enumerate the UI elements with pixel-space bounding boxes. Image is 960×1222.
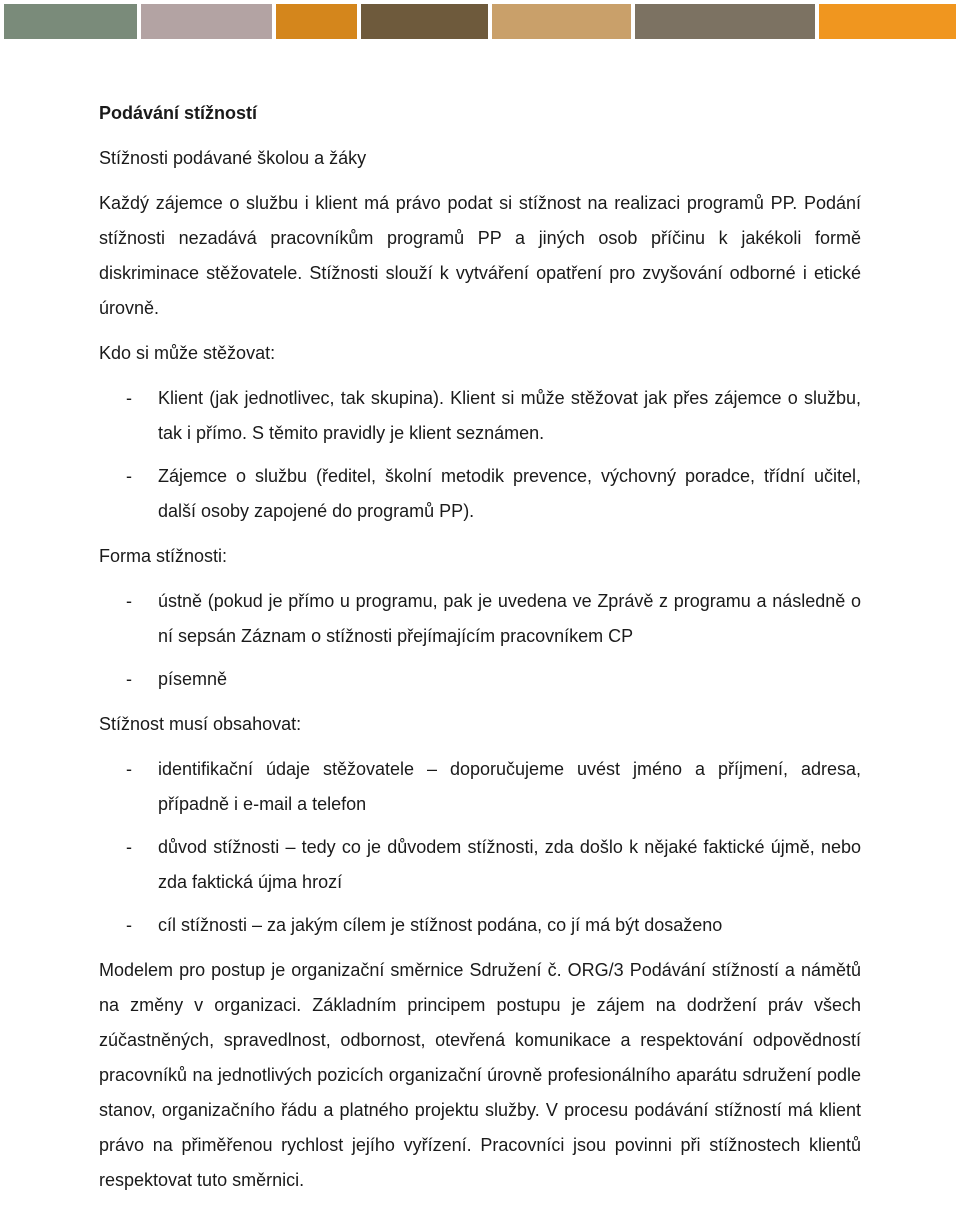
page-title: Podávání stížností — [99, 103, 258, 123]
list-item: - písemně — [126, 669, 228, 689]
list-item: - ústně (pokud je přímo u programu, pak je uvedena ve Zprávě z programu a následně o ní sepsán Záznam o stížnosti přejímajícím pracovníkem CP — [126, 591, 861, 646]
list-item: - cíl stížnosti – za jakým cílem je stížnost podána, co jí má být dosaženo — [126, 915, 723, 935]
subtitle: Stížnosti podávané školou a žáky — [99, 148, 367, 168]
closing-paragraph: Modelem pro postup je organizační směrnice Sdružení č. ORG/3 Podávání stížností a námětů na změny v organizaci. Základním principem postupu je zájem na dodržení práv všech zúčastněných, spravedlnost, odbornost, otevřená komunikace a respektování odpovědností pracovníků na jednotlivých pozicích organizační úrovně profesionálního aparátu sdružení podle stanov, organizačního řádu a platného projektu služby. V procesu podávání stížností má klient právo na přiměřenou rychlost jejího vyřízení. Pracovníci jsou povinni při stížnostech klientů respektovat tuto směrnici. — [99, 960, 861, 1190]
content-heading: Stížnost musí obsahovat: — [99, 714, 302, 734]
who-heading: Kdo si může stěžovat: — [99, 343, 276, 363]
color-segment — [492, 4, 631, 39]
intro-paragraph: Každý zájemce o službu i klient má právo podat si stížnost na realizaci programů PP. Podání stížnosti nezadává pracovníkům programů PP a jiných osob příčinu k jakékoli formě diskriminace stěžovatele. Stížnosti slouží k vytváření opatření pro zvyšování odborné i etické úrovně. — [99, 193, 861, 318]
color-segment — [635, 4, 815, 39]
who-list — [99, 381, 861, 529]
header-color-bar — [4, 4, 956, 39]
color-segment — [141, 4, 272, 39]
list-item: - Klient (jak jednotlivec, tak skupina). Klient si může stěžovat jak přes zájemce o službu, tak i přímo. S těmito pravidly je klient seznámen. — [126, 388, 861, 443]
color-segment — [819, 4, 956, 39]
list-item: - důvod stížnosti – tedy co je důvodem stížnosti, zda došlo k nějaké faktické újmě, nebo zda faktická újma hrozí — [126, 837, 861, 892]
document-body — [99, 96, 861, 1208]
content-list — [99, 752, 861, 943]
form-heading: Forma stížnosti: — [99, 546, 228, 566]
color-segment — [276, 4, 357, 39]
color-segment — [4, 4, 137, 39]
list-item: - identifikační údaje stěžovatele – doporučujeme uvést jméno a příjmení, adresa, případně i e-mail a telefon — [126, 759, 861, 814]
list-item: - Zájemce o službu (ředitel, školní metodik prevence, výchovný poradce, třídní učitel, další osoby zapojené do programů PP). — [126, 466, 861, 521]
form-list — [99, 584, 861, 697]
color-segment — [361, 4, 488, 39]
